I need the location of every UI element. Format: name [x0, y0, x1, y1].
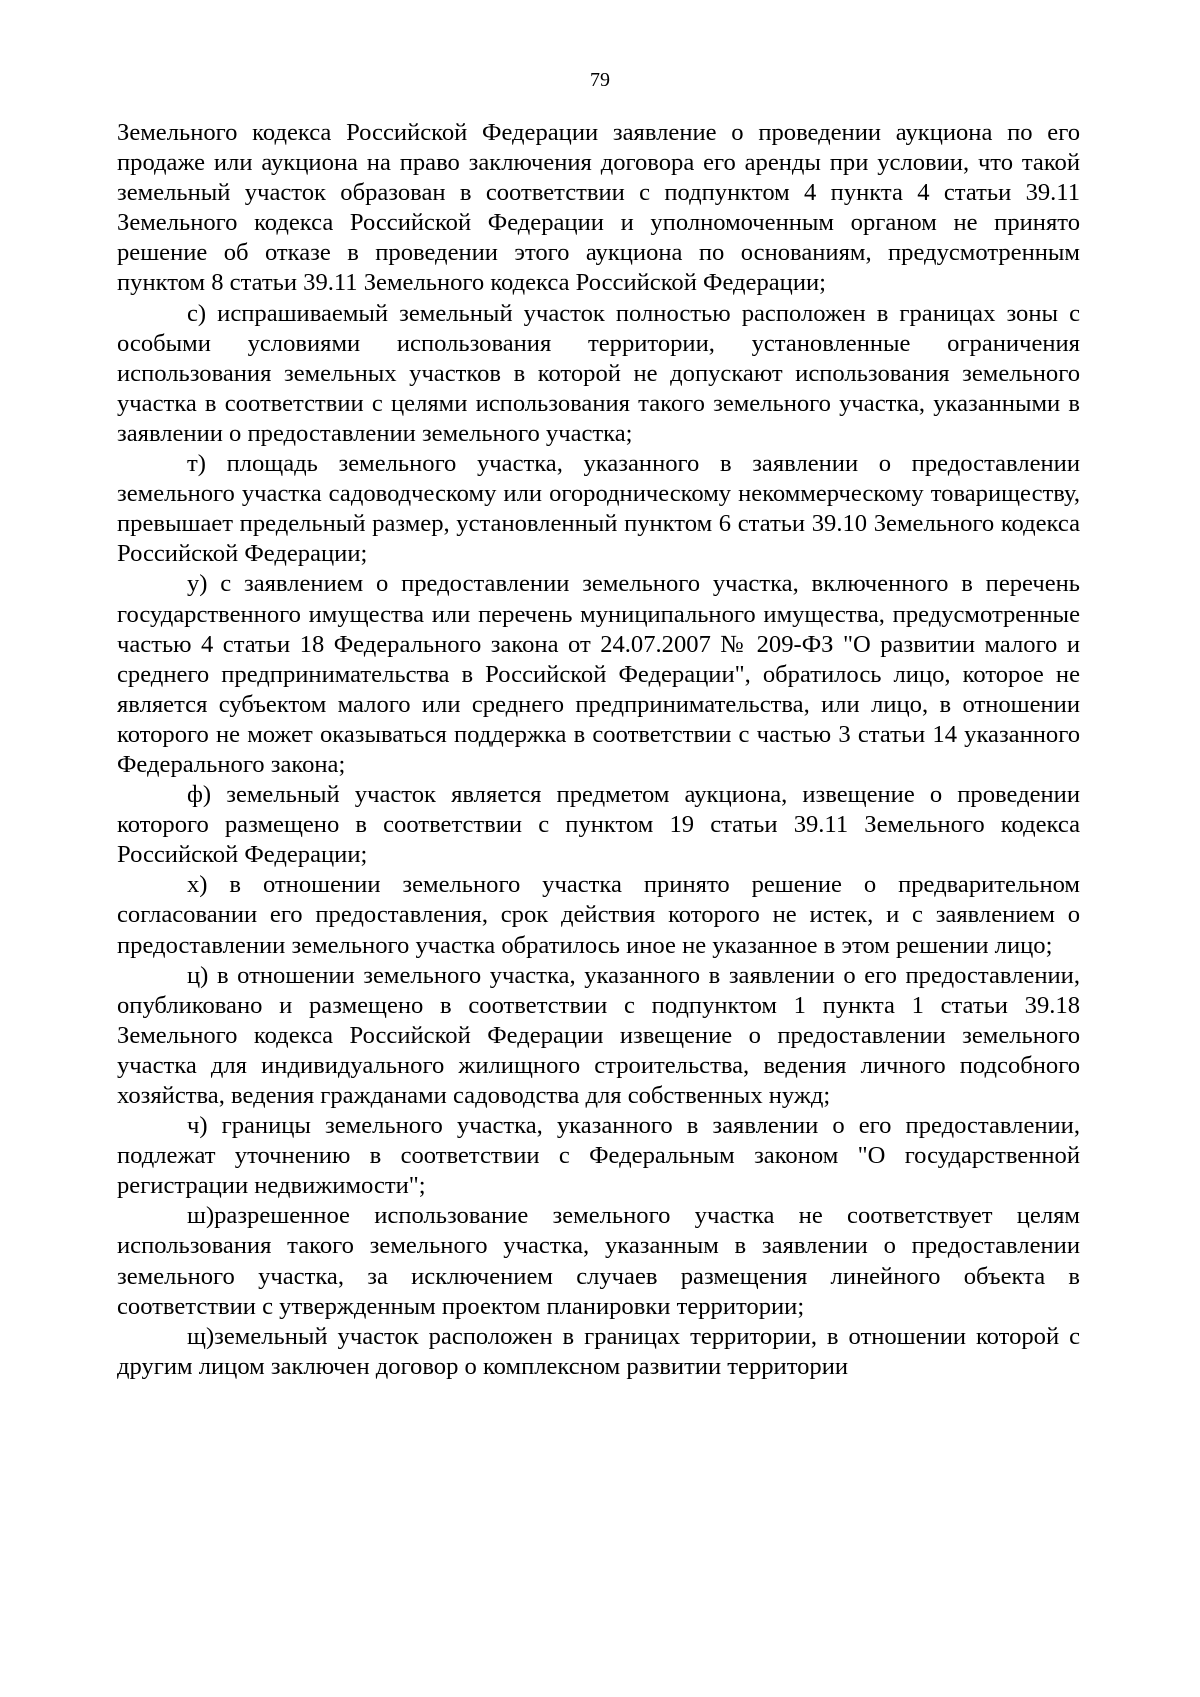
paragraph-item-f: ф) земельный участок является предметом аукциона, извещение о проведении которого размещено в соответствии с пунктом 19 статьи 39.11 Земельного кодекса Российской Федерации;	[117, 781, 1080, 869]
paragraph-item-sh: ш)разрешенное использование земельного участка не соответствует целям использования такого земельного участка, указанным в заявлении о предоставлении земельного участка, за исключением случаев размещения линейного объекта в соответствии с утвержденным проектом планировки территории;	[117, 1202, 1080, 1320]
paragraph-item-s: с) испрашиваемый земельный участок полностью расположен в границах зоны с особыми условиями использования территории, установленные ограничения использования земельных участков в которой не допускают использования земельного участка в соответствии с целями использования такого земельного участка, указанными в заявлении о предоставлении земельного участка;	[117, 299, 1080, 447]
document-body	[117, 118, 1080, 1382]
paragraph-item-shch: щ)земельный участок расположен в границах территории, в отношении которой с другим лицом заключен договор о комплексном развитии территории	[117, 1322, 1080, 1380]
paragraph-item-u: у) с заявлением о предоставлении земельного участка, включенного в перечень государственного имущества или перечень муниципального имущества, предусмотренные частью 4 статьи 18 Федерального закона от 24.07.2007 № 209-ФЗ "О развитии малого и среднего предпринимательства в Российской Федерации", обратилось лицо, которое не является субъектом малого или среднего предпринимательства, или лицо, в отношении которого не может оказываться поддержка в соответствии с частью 3 статьи 14 указанного Федерального закона;	[117, 570, 1080, 778]
paragraph-item-ts: ц) в отношении земельного участка, указанного в заявлении о его предоставлении, опубликовано и размещено в соответствии с подпунктом 1 пункта 1 статьи 39.18 Земельного кодекса Российской Федерации извещение о предоставлении земельного участка для индивидуального жилищного строительства, ведения личного подсобного хозяйства, ведения гражданами садоводства для собственных нужд;	[117, 961, 1080, 1109]
paragraph-continuation: Земельного кодекса Российской Федерации заявление о проведении аукциона по его продаже или аукциона на право заключения договора его аренды при условии, что такой земельный участок образован в соответствии с подпунктом 4 пункта 4 статьи 39.11 Земельного кодекса Российской Федерации и уполномоченным органом не принято решение об отказе в проведении этого аукциона по основаниям, предусмотренным пунктом 8 статьи 39.11 Земельного кодекса Российской Федерации;	[117, 119, 1080, 297]
paragraph-item-kh: х) в отношении земельного участка принято решение о предварительном согласовании его предоставления, срок действия которого не истек, и с заявлением о предоставлении земельного участка обратилось иное не указанное в этом решении лицо;	[117, 871, 1080, 959]
paragraph-item-ch: ч) границы земельного участка, указанного в заявлении о его предоставлении, подлежат уточнению в соответствии с Федеральным законом "О государственной регистрации недвижимости";	[117, 1112, 1080, 1200]
paragraph-item-t: т) площадь земельного участка, указанного в заявлении о предоставлении земельного участка садоводческому или огородническому некоммерческому товариществу, превышает предельный размер, установленный пунктом 6 статьи 39.10 Земельного кодекса Российской Федерации;	[117, 450, 1080, 568]
page-number: 79	[590, 69, 610, 91]
